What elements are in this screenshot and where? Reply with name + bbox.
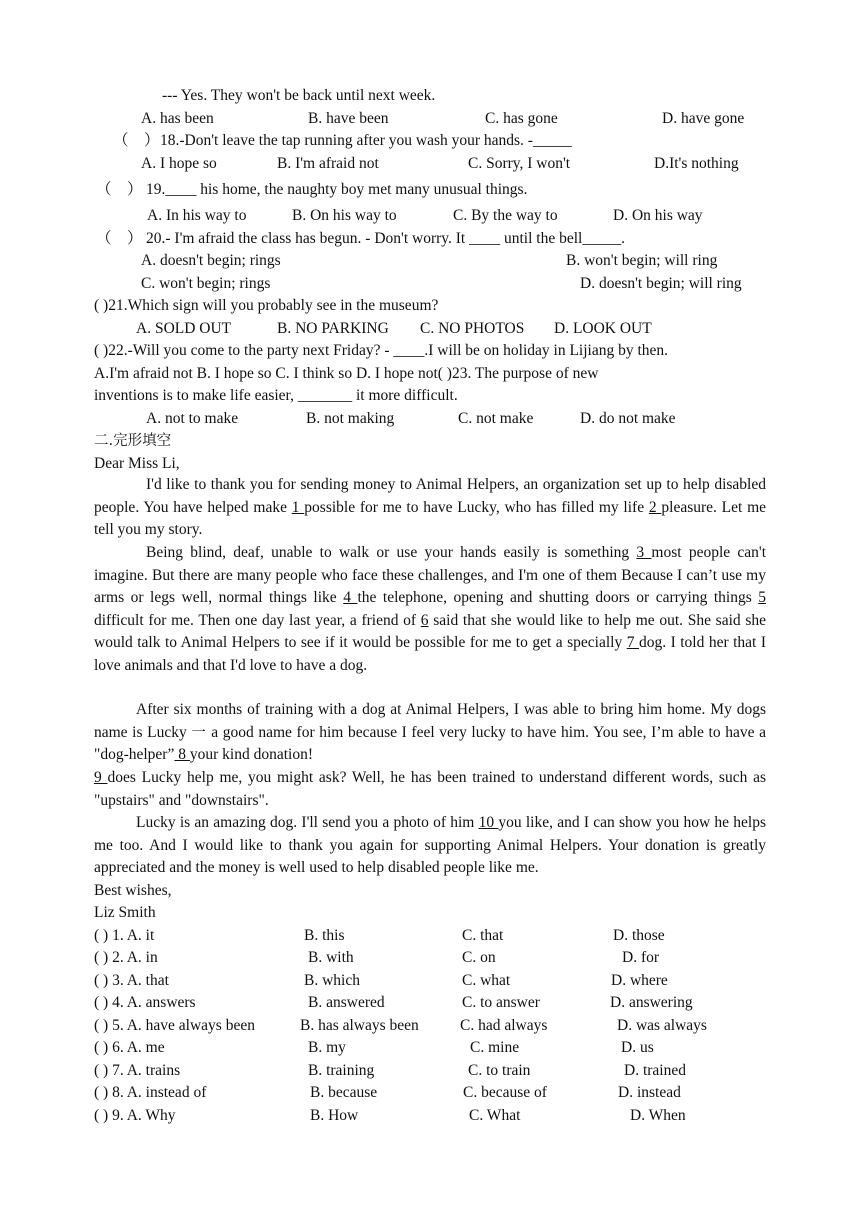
q18-stem: 18.-Don't leave the tap running after you wash your hands. -_____ bbox=[160, 132, 572, 149]
q23-option-c: C. not make bbox=[458, 410, 534, 427]
blank-10[interactable]: 10 bbox=[478, 814, 499, 831]
q23-option-a: A. not to make bbox=[146, 410, 239, 427]
q23-option-b: B. not making bbox=[306, 410, 395, 427]
blank-3[interactable]: 3 bbox=[636, 544, 652, 561]
q17-option-b: B. have been bbox=[308, 110, 389, 127]
q23-option-d: D. do not make bbox=[580, 410, 676, 427]
q17-option-c: C. has gone bbox=[485, 110, 558, 127]
q17-option-a: A. has been bbox=[141, 110, 214, 127]
cloze-paragraph-5: Lucky is an amazing dog. I'll send you a photo of him 10 you like, and I can show you how he helps me too. And I would like to thank you again for supporting Animal Helpers. Your donation is greatly appreciated and the money is well used to help disabled people like me. bbox=[94, 814, 766, 876]
q22-stem: ( )22.-Will you come to the party next Friday? - ____.I will be on holiday in Lijiang by then. bbox=[94, 342, 669, 359]
q17-option-d: D. have gone bbox=[662, 110, 745, 127]
blank-1[interactable]: 1 bbox=[291, 498, 305, 516]
cloze-paragraph-4: 9 does Lucky help me, you might ask? Well, he has been trained to understand different words, such as "upstairs" and "downstairs". bbox=[94, 769, 766, 809]
letter-salutation: Dear Miss Li, bbox=[94, 455, 180, 472]
q18-option-d: D.It's nothing bbox=[654, 155, 739, 172]
blank-5[interactable]: 5 bbox=[758, 589, 767, 606]
q18-answer-paren: （ ） bbox=[113, 132, 160, 149]
q17-reply: --- Yes. They won't be back until next week. bbox=[162, 87, 436, 104]
q21-option-c: C. NO PHOTOS bbox=[420, 320, 525, 337]
blank-9[interactable]: 9 bbox=[94, 769, 108, 786]
q20-option-c: C. won't begin; rings bbox=[141, 275, 271, 292]
letter-closing: Best wishes, bbox=[94, 882, 172, 899]
q20-option-a: A. doesn't begin; rings bbox=[141, 252, 281, 269]
q19-stem: 19.____ his home, the naughty boy met many unusual things. bbox=[146, 181, 528, 198]
cloze-paragraph-1: I'd like to thank you for sending money to Animal Helpers, an organization set up to help disabled people. You have helped make 1 possible for me to have Lucky, who has filled my life 2 pleasure. Let me tell you my story. bbox=[94, 476, 767, 538]
q19-option-b: B. On his way to bbox=[292, 207, 397, 224]
q20-answer-paren: （ ） bbox=[96, 230, 143, 247]
q19-option-c: C. By the way to bbox=[453, 207, 558, 224]
q20-stem: 20.- I'm afraid the class has begun. - Don't worry. It ____ until the bell_____. bbox=[146, 230, 625, 247]
dash-character: 一 bbox=[191, 724, 207, 741]
cloze-paragraph-3: After six months of training with a dog at Animal Helpers, I was able to bring him home. My dogs name is Lucky 一 a good name for him because I feel very lucky to have him. You see, I’m able to have a "dog-helper” 8 your kind donation! bbox=[94, 701, 766, 763]
blank-8[interactable]: 8 bbox=[174, 746, 190, 763]
q20-option-b: B. won't begin; will ring bbox=[566, 252, 718, 269]
blank-7[interactable]: 7 bbox=[626, 634, 639, 651]
q19-option-d: D. On his way bbox=[613, 207, 703, 224]
q21-option-d: D. LOOK OUT bbox=[554, 320, 652, 337]
blank-6[interactable]: 6 bbox=[420, 611, 429, 629]
q21-option-a: A. SOLD OUT bbox=[136, 320, 232, 337]
q21-stem: ( )21.Which sign will you probably see in the museum? bbox=[94, 297, 439, 314]
q19-answer-paren: （ ） bbox=[96, 181, 143, 198]
q21-option-b: B. NO PARKING bbox=[277, 320, 389, 337]
q23-stem-continued: inventions is to make life easier, _______ it more difficult. bbox=[94, 387, 458, 404]
section-heading-cloze: 二.完形填空 bbox=[94, 433, 172, 449]
q18-option-b: B. I'm afraid not bbox=[277, 155, 379, 172]
q22-options-q23-stem: A.I'm afraid not B. I hope so C. I think so D. I hope not( )23. The purpose of new bbox=[94, 365, 599, 382]
q20-option-d: D. doesn't begin; will ring bbox=[580, 275, 742, 292]
blank-2[interactable]: 2 bbox=[648, 498, 662, 516]
q18-option-a: A. I hope so bbox=[141, 155, 217, 172]
blank-4[interactable]: 4 bbox=[343, 589, 358, 606]
q19-option-a: A. In his way to bbox=[147, 207, 247, 224]
cloze-paragraph-2: Being blind, deaf, unable to walk or use your hands easily is something 3 most people can't imagine. But there are many people who face these challenges, and I'm one of them Because I can’t use my arms or legs well, normal things like 4 the telephone, opening and shutting doors or carrying things 5 difficult for me. Then one day last year, a friend of 6 said that she would like to help me out. She said she would talk to Animal Helpers to see if it would be possible for me to get a specially 7 dog. I told her that I love animals and that I'd love to have a dog. bbox=[94, 544, 767, 674]
letter-signature: Liz Smith bbox=[94, 904, 156, 921]
q18-option-c: C. Sorry, I won't bbox=[468, 155, 571, 172]
